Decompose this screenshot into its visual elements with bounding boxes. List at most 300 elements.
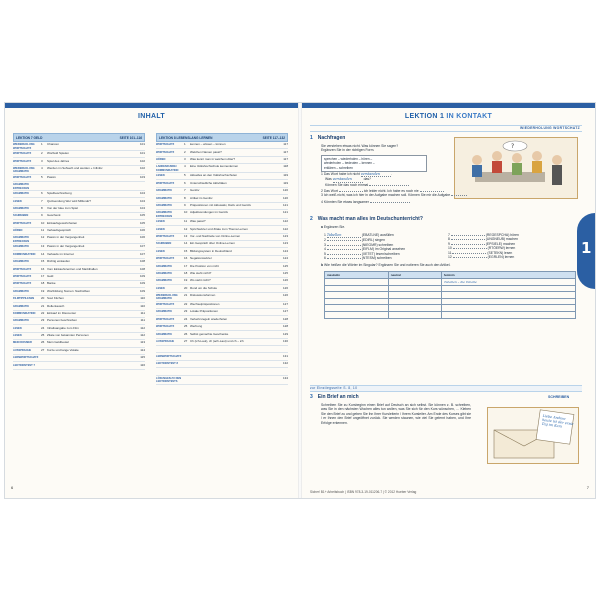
toc-row[interactable] bbox=[13, 166, 145, 175]
section-title: Nachfragen bbox=[317, 135, 346, 141]
toc-category: HÖREN bbox=[156, 158, 166, 162]
toc-row[interactable] bbox=[156, 256, 288, 263]
toc-row[interactable] bbox=[13, 142, 145, 151]
toc-title: Ein Gespräch über Online-Lernen bbox=[190, 241, 235, 246]
toc-title: Rollentausch bbox=[47, 303, 65, 308]
classroom-illustration bbox=[454, 137, 578, 199]
table-cell[interactable] bbox=[388, 298, 441, 305]
toc-number: 1 bbox=[184, 142, 186, 147]
toc-title: Lokale Präpositionen bbox=[190, 309, 219, 314]
toc-number: 18 bbox=[184, 270, 188, 275]
toc-number: 1 bbox=[41, 142, 43, 147]
answer-field[interactable] bbox=[327, 254, 361, 255]
people-illustration bbox=[455, 138, 577, 198]
toc-page: 105 bbox=[139, 213, 145, 218]
toc-category: GRAMMATIK bbox=[156, 271, 172, 275]
answer-field[interactable] bbox=[327, 240, 361, 241]
toc-category: LESEN bbox=[156, 249, 165, 253]
toc-row[interactable] bbox=[156, 203, 288, 210]
toc-title: Vor- und Nachteile von Online-Lernen bbox=[190, 233, 241, 238]
toc-category: GRAMMATIK ENTDECKEN bbox=[13, 183, 30, 190]
toc-category: WORTSCHATZ bbox=[13, 175, 32, 179]
toc-title: Werden im Sofwerb und werden + Infinitiv bbox=[47, 165, 103, 170]
toc-title: Vom Einkaufszentren und Markthallen bbox=[47, 266, 98, 271]
toc-category: WORTSCHATZ bbox=[156, 257, 175, 261]
toc-number: 7 bbox=[41, 198, 43, 203]
exercise-text: das? bbox=[363, 177, 371, 182]
intro-line: Ergänzen Sie in der richtigen Form. bbox=[321, 148, 375, 153]
toc-page: 121 bbox=[282, 210, 288, 215]
toc-category bbox=[156, 346, 184, 347]
toc-category bbox=[156, 368, 184, 369]
toc-category: GRAMMATIK bbox=[156, 332, 172, 336]
task-b bbox=[321, 263, 581, 267]
toc-category: WORTSCHATZ bbox=[13, 267, 32, 271]
toc-row[interactable] bbox=[13, 311, 145, 318]
exercise-text: Was bbox=[325, 177, 332, 182]
toc-page: 110 bbox=[140, 296, 145, 301]
toc-row[interactable] bbox=[13, 182, 145, 191]
toc-page: 123 bbox=[282, 233, 288, 238]
toc-number: 19 bbox=[41, 288, 45, 293]
section-number: 1 bbox=[310, 135, 313, 141]
toc-row[interactable] bbox=[156, 331, 288, 338]
answer-field[interactable] bbox=[453, 248, 487, 249]
toc-category: KOMMUNIKATION bbox=[13, 311, 36, 315]
toc-row[interactable] bbox=[13, 296, 145, 303]
toc-number: 10 bbox=[41, 220, 45, 225]
toc-row[interactable] bbox=[156, 149, 288, 156]
toc-row[interactable] bbox=[13, 198, 145, 205]
toc-number: 16 bbox=[184, 256, 188, 261]
toc-number: 14 bbox=[41, 251, 45, 256]
toc-page: 109 bbox=[139, 273, 145, 278]
toc-title: Selbst gemachte Geschenke bbox=[190, 331, 229, 336]
toc-category: LESEN bbox=[156, 220, 165, 224]
intro-line: Sie verstehen etwas nicht. Was können Sie sagen? bbox=[321, 144, 399, 148]
toc-number: 3 bbox=[41, 158, 43, 163]
table-row bbox=[325, 298, 576, 305]
toc-row[interactable] bbox=[156, 263, 288, 270]
toc-category: WORTSCHATZ bbox=[13, 152, 32, 156]
toc-number: 17 bbox=[184, 263, 188, 268]
exercise-1-lines-b bbox=[321, 193, 581, 205]
toc-page: 101 bbox=[139, 142, 145, 147]
toc-title bbox=[190, 376, 279, 377]
toc-number: 13 bbox=[184, 233, 188, 238]
toc-category: WORTSCHATZ bbox=[156, 317, 175, 321]
toc-category: AUSSPRACHE bbox=[13, 348, 32, 352]
toc-title: Geld bbox=[47, 273, 54, 278]
answer-field[interactable] bbox=[327, 245, 361, 246]
toc-page: 112 bbox=[140, 333, 145, 338]
toc-row[interactable] bbox=[156, 324, 288, 331]
toc-title: Spiel des Jahres bbox=[47, 158, 70, 163]
answer-field[interactable] bbox=[370, 202, 410, 203]
toc-page: 101 bbox=[139, 151, 145, 156]
toc-page: 114 bbox=[140, 347, 145, 352]
toc-page: 107 bbox=[139, 251, 145, 256]
toc-category: GRAMMATIK bbox=[13, 245, 29, 249]
table-cell[interactable] bbox=[388, 279, 441, 286]
toc-category: WIEDERHOLUNG GRAMMATIK bbox=[13, 166, 35, 174]
toc-page: 111 bbox=[140, 310, 145, 315]
toc-title: Die Position von nicht bbox=[190, 263, 219, 268]
table-header: neutral bbox=[388, 272, 441, 279]
answer-field[interactable] bbox=[451, 239, 485, 240]
table-cell[interactable] bbox=[388, 285, 441, 292]
toc-category: SCHREIBEN bbox=[156, 242, 172, 246]
answer-field[interactable]: Tabellen bbox=[327, 233, 361, 238]
toc-category: SCHREIBEN bbox=[13, 214, 29, 218]
toc-row[interactable] bbox=[156, 164, 288, 173]
toc-rows bbox=[156, 142, 288, 385]
footer: Sicher! B1+ Arbeitsbuch | ISBN 978-3-19-011206-7 | © 2012 Hueber Verlag bbox=[310, 490, 417, 494]
task-text: Wie heißen die Wörter im Singular? Ergänzen Sie und notieren Sie auch den Artikel. bbox=[324, 263, 451, 267]
toc-row[interactable] bbox=[156, 285, 288, 292]
toc-number: 11 bbox=[41, 228, 45, 233]
exercise-1-lines bbox=[321, 172, 461, 194]
toc-row[interactable] bbox=[13, 288, 145, 295]
table-cell[interactable] bbox=[325, 285, 389, 292]
exercise-line-3 bbox=[321, 193, 581, 197]
toc-title: Ch (ich-Laut), ch (ach-Laut) und ch – ich bbox=[190, 338, 244, 343]
table-cell[interactable] bbox=[325, 279, 389, 286]
toc-row[interactable] bbox=[156, 376, 288, 385]
toc-row[interactable] bbox=[13, 355, 145, 362]
toc-page: 125 bbox=[282, 263, 288, 268]
toc-row[interactable] bbox=[13, 340, 145, 347]
toc-category: GRAMMATIK bbox=[156, 310, 172, 314]
toc-row[interactable] bbox=[13, 259, 145, 266]
toc-category: GRAMMATIK ENTDECKEN bbox=[13, 236, 30, 243]
toc-category: LESEN bbox=[156, 227, 165, 231]
toc-title: Einkaufsgewohnheiten bbox=[47, 220, 78, 225]
toc-page: 105 bbox=[139, 220, 145, 225]
item-number: 11 bbox=[448, 250, 453, 255]
toc-row[interactable] bbox=[156, 241, 288, 248]
fill-in-list-left bbox=[324, 233, 444, 260]
answer-field[interactable]: verstanden bbox=[333, 177, 363, 182]
toc-page: 109 bbox=[139, 281, 145, 286]
scrambled-word: (EGRLEN) lernen bbox=[486, 255, 515, 260]
toc-title: Chancen bbox=[47, 142, 60, 147]
toc-row[interactable] bbox=[156, 195, 288, 202]
table-cell[interactable] bbox=[325, 298, 389, 305]
toc-row[interactable] bbox=[13, 333, 145, 340]
scrambled-word: (XETET) lesen/schreiben bbox=[360, 251, 400, 256]
toc-row[interactable] bbox=[156, 271, 288, 278]
table-cell[interactable] bbox=[441, 311, 575, 318]
exercise-text: ich leider nicht. Ich habe es noch nie bbox=[363, 189, 419, 194]
toc-row[interactable] bbox=[13, 325, 145, 332]
toc-number: 8 bbox=[41, 205, 43, 210]
answer-field[interactable] bbox=[369, 185, 409, 186]
toc-number: 6 bbox=[184, 180, 186, 185]
toc-category: LERNWORTSCHATZ bbox=[13, 356, 39, 360]
toc-number: 2 bbox=[41, 151, 43, 156]
toc-rows bbox=[13, 142, 145, 370]
toc-row[interactable] bbox=[156, 361, 288, 368]
toc-title: Passiv in der Vergangenheit bbox=[47, 235, 85, 240]
toc-page: 117 bbox=[283, 142, 288, 147]
toc-row[interactable] bbox=[156, 293, 288, 302]
table-cell[interactable] bbox=[388, 292, 441, 299]
page-title: INHALT bbox=[138, 113, 165, 120]
answer-field[interactable] bbox=[451, 235, 485, 236]
toc-page: 120 bbox=[282, 188, 288, 193]
toc-page: 108 bbox=[139, 259, 145, 264]
toc-category: GRAMMATIK bbox=[156, 196, 172, 200]
table-cell[interactable] bbox=[325, 311, 389, 318]
lesson-title: IN KONTAKT bbox=[446, 113, 493, 120]
toc-row[interactable] bbox=[156, 316, 288, 323]
scrambled-word: (REGESPCHA) hören bbox=[484, 233, 519, 237]
toc-number: 2 bbox=[184, 149, 186, 154]
toc-row[interactable] bbox=[13, 348, 145, 355]
toc-row[interactable] bbox=[13, 220, 145, 227]
answer-field[interactable] bbox=[452, 253, 486, 254]
toc-title: Verkehrsregeln wiederholen bbox=[190, 316, 228, 321]
item-number: 7 bbox=[448, 233, 451, 237]
toc-page: 104 bbox=[139, 191, 145, 196]
toc-row[interactable] bbox=[156, 188, 288, 195]
answer-field[interactable]: verstanden bbox=[361, 172, 391, 177]
toc-row[interactable] bbox=[13, 151, 145, 158]
page-number: 6 bbox=[11, 485, 14, 490]
item-number: 4 bbox=[324, 247, 327, 252]
toc-title: Mein Geldbeutel bbox=[47, 340, 69, 345]
toc-title bbox=[47, 362, 136, 363]
toc-row[interactable] bbox=[13, 175, 145, 182]
toc-row[interactable] bbox=[13, 235, 145, 244]
toc-category: WORTSCHATZ bbox=[156, 143, 175, 147]
item-number: 3 bbox=[324, 242, 327, 247]
toc-number: 21 bbox=[41, 303, 45, 308]
toc-row[interactable] bbox=[156, 210, 288, 219]
toc-category: GRAMMATIK ENTDECKEN bbox=[156, 211, 173, 218]
word-box-line: sprechen – wiederholen – hören – bbox=[324, 157, 373, 161]
toc-header bbox=[156, 133, 288, 142]
toc-title: Passiv bbox=[47, 174, 56, 179]
toc-title: Spielbeschreibung bbox=[47, 191, 72, 196]
toc-category: LESEN bbox=[156, 174, 165, 178]
toc-number: 13 bbox=[41, 244, 45, 249]
toc-number: 23 bbox=[184, 309, 188, 314]
toc-title: Aktuelles an den Volkshochschulen bbox=[190, 173, 238, 178]
toc-page: 134 bbox=[282, 375, 288, 380]
toc-header-label: LEKTION 7 GELD bbox=[16, 135, 43, 140]
page-number: 7 bbox=[586, 485, 589, 490]
toc-row[interactable] bbox=[156, 346, 288, 353]
toc-title: Rund um die Schule bbox=[190, 285, 218, 290]
table-cell[interactable] bbox=[388, 305, 441, 312]
toc-title: Von der Idee zum Spiel bbox=[47, 205, 79, 210]
toc-category: GRAMMATIK bbox=[13, 304, 29, 308]
toc-row[interactable] bbox=[13, 362, 145, 369]
toc-row[interactable] bbox=[156, 226, 288, 233]
toc-row[interactable] bbox=[13, 281, 145, 288]
toc-category: HÖREN bbox=[13, 229, 23, 233]
toc-row[interactable] bbox=[13, 251, 145, 258]
exercise-text: Können Sie das noch einmal bbox=[325, 182, 369, 187]
toc-category: WIEDERHOLUNG WORTSCHATZ bbox=[13, 143, 35, 150]
fill-in-item bbox=[324, 256, 444, 260]
toc-title: Personen beschreiben bbox=[47, 318, 78, 323]
section-number: 2 bbox=[310, 216, 313, 222]
toc-number: 27 bbox=[41, 347, 45, 352]
toc-page: 122 bbox=[282, 226, 288, 231]
toc-category: KOMMUNIKATION bbox=[13, 252, 36, 256]
toc-row[interactable] bbox=[13, 213, 145, 220]
toc-title: Wo steht nicht? bbox=[190, 278, 211, 283]
toc-row[interactable] bbox=[13, 228, 145, 235]
toc-page: 111 bbox=[140, 318, 145, 323]
toc-row[interactable] bbox=[13, 191, 145, 198]
fill-in-list-right bbox=[448, 233, 573, 259]
toc-title bbox=[190, 361, 279, 362]
exercise-line-1c bbox=[321, 183, 461, 187]
item-number: 8 bbox=[448, 237, 451, 242]
toc-page bbox=[136, 182, 145, 183]
toc-row[interactable] bbox=[13, 266, 145, 273]
toc-row[interactable] bbox=[156, 180, 288, 187]
section-1-intro bbox=[321, 144, 461, 153]
table-cell[interactable] bbox=[441, 285, 575, 292]
toc-page: 126 bbox=[282, 278, 288, 283]
toc-category: GRAMMATIK bbox=[156, 203, 172, 207]
toc-title: kennen – wissen – können bbox=[190, 142, 226, 147]
answer-field[interactable] bbox=[451, 244, 485, 245]
toc-row[interactable] bbox=[156, 234, 288, 241]
scrambled-word: (EBATLNE) ausfüllen bbox=[360, 233, 394, 237]
toc-page: 109 bbox=[139, 288, 145, 293]
table-cell[interactable] bbox=[441, 298, 575, 305]
toc-page: 123 bbox=[282, 241, 288, 246]
table-cell[interactable] bbox=[441, 292, 575, 299]
table-row bbox=[325, 292, 576, 299]
toc-page: 118 bbox=[283, 164, 288, 169]
item-number: 6 bbox=[324, 256, 327, 261]
toc-title bbox=[190, 346, 279, 347]
toc-row[interactable] bbox=[156, 368, 288, 375]
toc-page: 121 bbox=[282, 202, 288, 207]
toc-page: 106 bbox=[139, 235, 145, 240]
right-page bbox=[302, 103, 595, 498]
toc-row[interactable] bbox=[156, 309, 288, 316]
scrambled-word: (EIFLM) im Original ansehen bbox=[360, 247, 406, 252]
toc-category: LANDESKUNDE/ KOMMUNIKATION bbox=[156, 165, 179, 172]
toc-row[interactable] bbox=[156, 353, 288, 360]
toc-row[interactable] bbox=[156, 219, 288, 226]
task-a bbox=[321, 225, 345, 229]
top-bar bbox=[302, 103, 595, 108]
toc-row[interactable] bbox=[156, 339, 288, 346]
toc-title: Wie steht nicht? bbox=[190, 270, 212, 275]
answer-field[interactable] bbox=[327, 258, 361, 259]
answer-field[interactable] bbox=[451, 195, 467, 196]
toc-row[interactable] bbox=[13, 274, 145, 281]
section-2-heading bbox=[310, 216, 423, 222]
toc-page: 103 bbox=[139, 174, 145, 179]
table-cell[interactable] bbox=[325, 305, 389, 312]
toc-category: WORTSCHATZ bbox=[13, 221, 32, 225]
toc-category: MEIN DOSSIER bbox=[13, 341, 32, 345]
toc-page: 117 bbox=[283, 149, 288, 154]
toc-header-pages: SEITE 101–116 bbox=[119, 135, 142, 140]
toc-page: 126 bbox=[282, 293, 288, 298]
toc-category: LESEN bbox=[13, 334, 22, 338]
toc-title: Soul Kitchen bbox=[47, 296, 64, 301]
toc-page bbox=[279, 368, 288, 369]
toc-row[interactable] bbox=[156, 142, 288, 149]
toc-row[interactable] bbox=[156, 173, 288, 180]
top-bar bbox=[5, 103, 298, 108]
toc-title: Einkauf im Discounter bbox=[47, 310, 77, 315]
toc-number: 5 bbox=[41, 174, 43, 179]
toc-page: 131 bbox=[282, 353, 288, 358]
table-cell[interactable]: Tabellen – die Tabelle bbox=[441, 279, 575, 286]
toc-category: LÖSUNGEN ZU DEN LEKTIONSTESTS bbox=[156, 376, 182, 384]
toc-row[interactable] bbox=[13, 158, 145, 165]
toc-page: 130 bbox=[282, 338, 288, 343]
toc-column-lektion-7 bbox=[13, 133, 145, 370]
toc-title: Inhaltsangabe zum Film bbox=[47, 325, 79, 330]
answer-field[interactable] bbox=[453, 257, 487, 258]
toc-category: AUSSPRACHE bbox=[156, 339, 175, 343]
toc-number: 22 bbox=[41, 310, 45, 315]
letter-illustration bbox=[487, 407, 579, 464]
toc-page bbox=[279, 346, 288, 347]
answer-field[interactable] bbox=[327, 249, 361, 250]
section-title: Was macht man alles im Deutschunterricht? bbox=[317, 216, 423, 222]
toc-number: 23 bbox=[41, 318, 45, 323]
toc-row[interactable] bbox=[13, 206, 145, 213]
toc-title: Wortbildung Nomen: Nachsilben bbox=[47, 288, 90, 293]
toc-row[interactable] bbox=[156, 278, 288, 285]
toc-number: 6 bbox=[41, 191, 43, 196]
toc-number: 19 bbox=[184, 278, 188, 283]
toc-row[interactable] bbox=[156, 302, 288, 309]
toc-row[interactable] bbox=[156, 248, 288, 255]
toc-row[interactable] bbox=[156, 157, 288, 164]
toc-category: LEKTIONSTEST 7 bbox=[13, 363, 35, 367]
toc-page: 119 bbox=[283, 173, 288, 178]
section-3-heading bbox=[310, 394, 359, 400]
toc-number: 9 bbox=[41, 213, 43, 218]
toc-page: 113 bbox=[140, 340, 145, 345]
toc-row[interactable] bbox=[13, 318, 145, 325]
exercise-line-4 bbox=[321, 200, 581, 204]
toc-category: LESEN bbox=[13, 199, 22, 203]
toc-title: Sprichwörter und Zitate zum Thema Lernen bbox=[190, 226, 248, 231]
chapter-tab bbox=[577, 213, 595, 289]
table-cell[interactable] bbox=[388, 311, 441, 318]
table-cell[interactable] bbox=[441, 305, 575, 312]
toc-number: 12 bbox=[41, 235, 45, 240]
toc-title: Kurze und lange Vokale bbox=[47, 347, 79, 352]
table-header-row bbox=[325, 272, 576, 279]
toc-row[interactable] bbox=[13, 244, 145, 251]
toc-page: 128 bbox=[282, 316, 288, 321]
toc-row[interactable] bbox=[13, 303, 145, 310]
toc-number: 15 bbox=[184, 248, 188, 253]
toc-page: 108 bbox=[139, 266, 145, 271]
table-cell[interactable] bbox=[325, 292, 389, 299]
toc-number: 10 bbox=[184, 210, 188, 215]
toc-title: Passiv in der Vergangenheit bbox=[47, 244, 85, 249]
toc-number: 21 bbox=[184, 293, 188, 298]
